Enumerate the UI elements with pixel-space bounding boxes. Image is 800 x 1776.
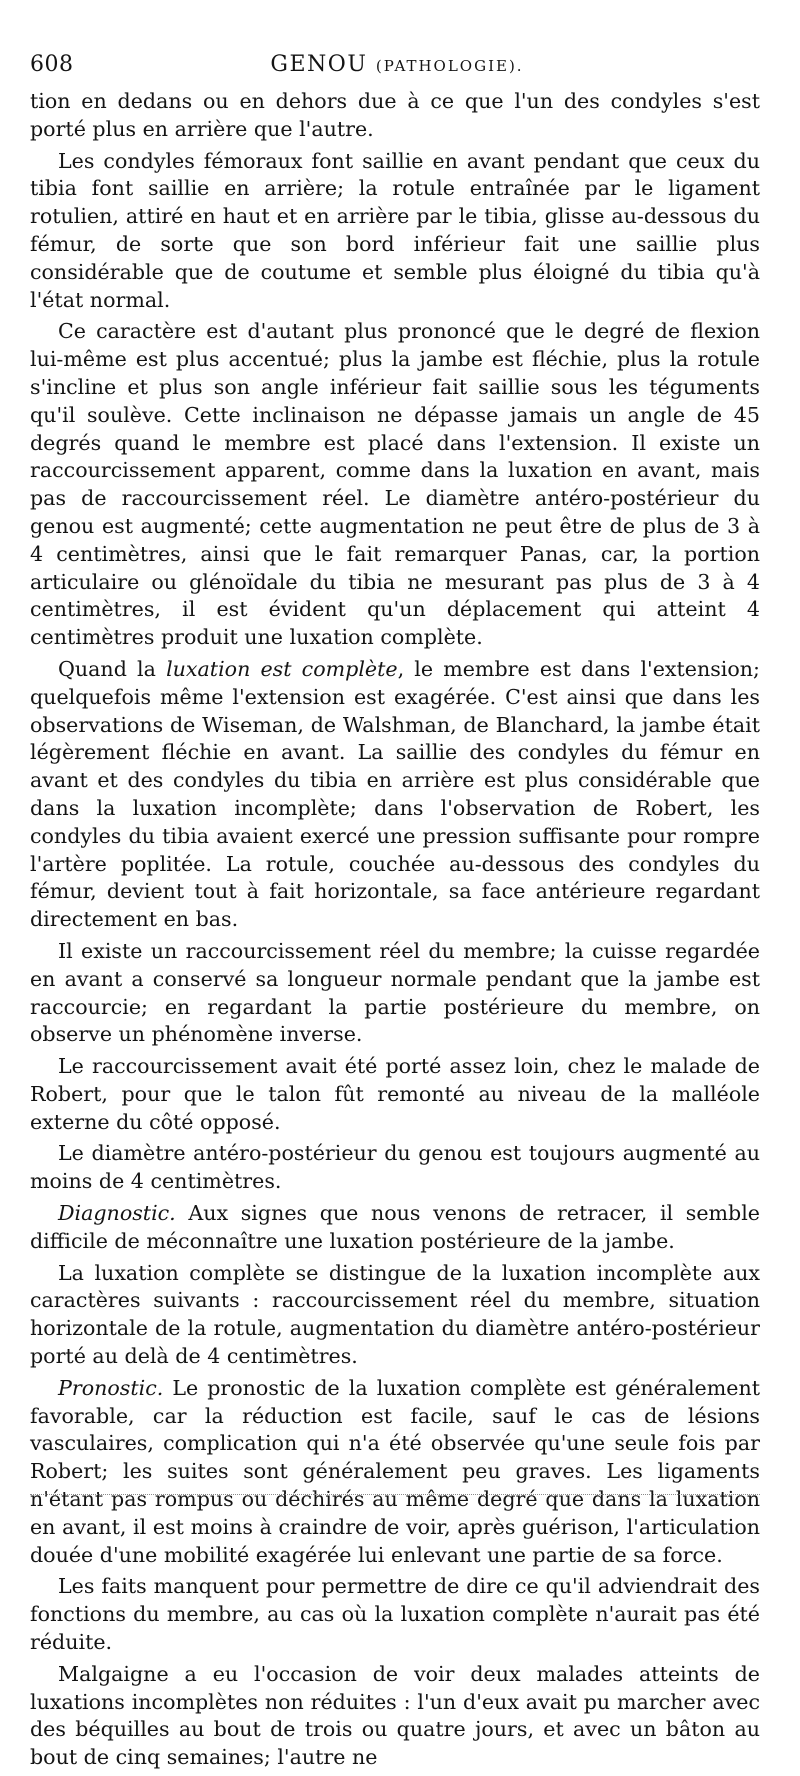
paragraph-2: Les condyles fémoraux font saillie en avant pendant que ceux du tibia font saillie en arrière; la rotule entraînée par le ligament rotulien, attiré en haut et en arrière par le tibia, glisse au-dessous du fémur, de sorte que son bord inférieur fait une saillie plus considérable que de coutume et semble plus éloigné du tibia qu'à l'état normal. — [30, 148, 760, 312]
page-number: 608 — [30, 52, 74, 77]
pronostic-text: Le pronostic de la luxation complète est généralement favorable, car la réduction est facile, sauf le cas de lésions vasculaires, complication qui n'a été observée qu'une seule fois par Robert; les suites sont généralement peu graves. Les ligaments n'étant pas rompus ou déchirés au même degré que dans la luxation en avant, il est moins à craindre de voir, après guérison, l'articulation douée d'une mobilité exagérée lui enlevant une partie de sa force. — [30, 1375, 760, 1567]
paragraph-4-rest: , le membre est dans l'extension; quelquefois même l'extension est exagérée. C'est ainsi que dans les observations de Wiseman, de Walshman, de Blanchard, la jambe était légèrement fléchie en avant. La saillie des condyles du fémur en avant et des condyles du tibia en arrière est plus considérable que dans la luxation incomplète; dans l'observation de Robert, les condyles du tibia avaient exercé une pression suffisante pour rompre l'artère poplitée. La rotule, couchée au-dessous des condyles du fémur, devient tout à fait horizontale, sa face antérieure regardant directement en bas. — [30, 656, 760, 932]
paragraph-12: Malgaigne a eu l'occasion de voir deux malades atteints de luxations incomplètes non réduites : l'un d'eux avait pu marcher avec des béquilles au bout de trois ou quatre jours, et avec un bâton au bout de cinq semaines; l'autre ne — [30, 1661, 760, 1770]
paragraph-9: La luxation complète se distingue de la luxation incomplète aux caractères suivants : raccourcissement réel du membre, situation horizontale de la rotule, augmentation du diamètre antéro-postérieur porté au delà de 4 centimètres. — [30, 1260, 760, 1369]
paragraph-diagnostic — [30, 1200, 760, 1256]
page-header — [30, 52, 764, 88]
paragraph-3: Ce caractère est d'autant plus prononcé que le degré de flexion lui-même est plus accentué; plus la jambe est fléchie, plus la rotule s'incline et plus son angle inférieur fait saillie sous les téguments qu'il soulève. Cette inclinaison ne dépasse jamais un angle de 45 degrés quand le membre est placé dans l'extension. Il existe un raccourcissement apparent, comme dans la luxation en avant, mais pas de raccourcissement réel. Le diamètre antéro-postérieur du genou est augmenté; cette augmentation ne peut être de plus de 3 à 4 centimètres, ainsi que le fait remarquer Panas, car, la portion articulaire ou glénoïdale du tibia ne mesurant pas plus de 3 à 4 centimètres, il est évident qu'un déplacement qui atteint 4 centimètres produit une luxation complète. — [30, 319, 760, 650]
pronostic-heading: Pronostic. — [58, 1375, 164, 1400]
diagnostic-heading: Diagnostic. — [58, 1201, 176, 1226]
paragraph-4 — [30, 656, 760, 934]
paragraph-7: Le diamètre antéro-postérieur du genou est toujours augmenté au moins de 4 centimètres. — [30, 1141, 760, 1194]
footer-dotted-rule — [30, 1494, 760, 1495]
paragraph-6: Le raccourcissement avait été porté assez loin, chez le malade de Robert, pour que le talon fût remonté au niveau de la malléole externe du côté opposé. — [30, 1054, 760, 1134]
running-head-title: GENOU — [270, 52, 368, 77]
paragraph-1: tion en dedans ou en dehors due à ce que l'un des condyles s'est porté plus en arrière que l'autre. — [30, 89, 760, 141]
diagnostic-text: Aux signes que nous venons de retracer, il semble difficile de méconnaître une luxation postérieure de la jambe. — [30, 1201, 760, 1253]
paragraph-pronostic — [30, 1375, 760, 1570]
paragraph-4-italic: luxation est complète — [166, 656, 398, 681]
paragraph-4-start: Quand la — [58, 656, 167, 681]
paragraph-11: Les faits manquent pour permettre de dire ce qu'il adviendrait des fonctions du membre, au cas où la luxation complète n'aurait pas été réduite. — [30, 1574, 760, 1655]
running-head — [30, 52, 764, 77]
body-text — [30, 88, 760, 1776]
paragraph-5: Il existe un raccourcissement réel du membre; la cuisse regardée en avant a conservé sa longueur normale pendant que la jambe est raccourcie; en regardant la partie postérieure du membre, on observe un phénomène inverse. — [30, 938, 760, 1047]
running-head-subject: (PATHOLOGIE). — [375, 57, 524, 75]
